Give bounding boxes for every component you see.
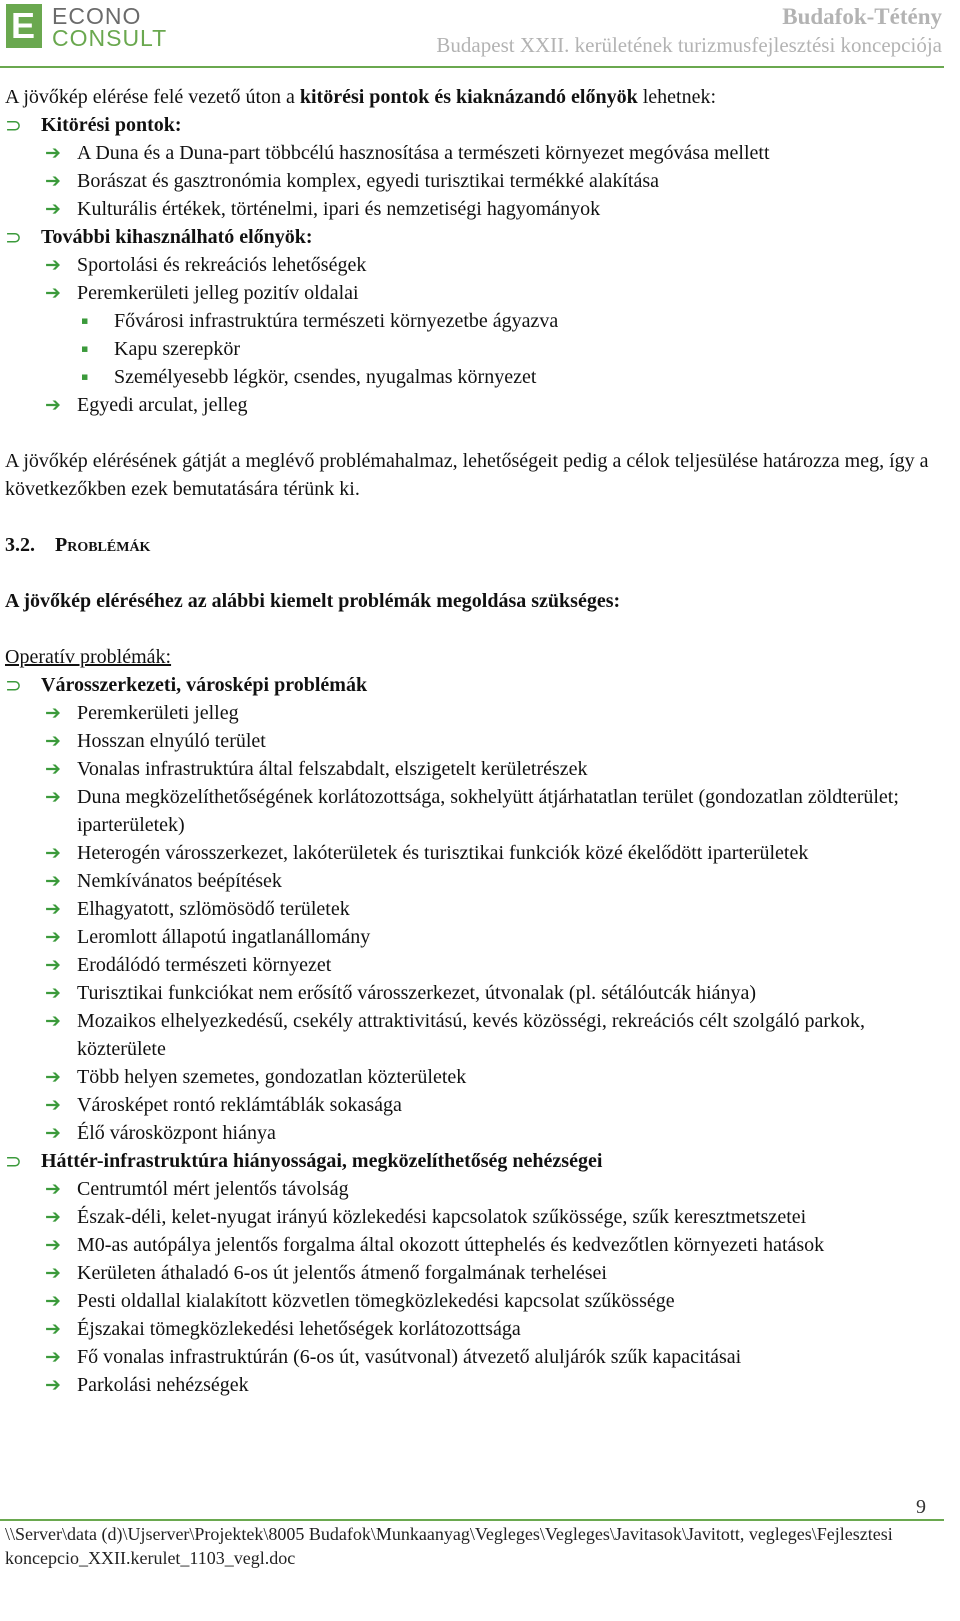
lead-sentence [5, 587, 940, 615]
arrow-right-icon: ➔ [45, 842, 61, 864]
list-item [5, 1315, 940, 1343]
arrow-right-icon: ➔ [45, 898, 61, 920]
list-item-text: Kerületen áthaladó 6-os út jelentős átmenő forgalmának terhelései [77, 1262, 607, 1284]
square-bullet-icon: ▪ [81, 314, 89, 327]
list-item [5, 1343, 940, 1371]
square-bullet-icon: ▪ [81, 370, 89, 383]
arrow-right-icon: ➔ [45, 954, 61, 976]
arrow-right-icon: ➔ [45, 1346, 61, 1368]
arrow-right-icon: ➔ [45, 1094, 61, 1116]
section-title: Problémák [55, 534, 151, 556]
list-heading [5, 111, 940, 139]
list-heading [5, 223, 940, 251]
arrow-right-icon: ➔ [45, 758, 61, 780]
square-bullet-icon: ▪ [81, 342, 89, 355]
list-item [5, 279, 940, 307]
operative-label-text: Operatív problémák: [5, 646, 172, 668]
curved-arrow-icon: ⊃ [5, 1149, 22, 1173]
list-item [5, 867, 940, 895]
list-item-text: Mozaikos elhelyezkedésű, csekély attraktivitású, kevés közösségi, rekreációs célt szolgáló parkok, közterülete [77, 1010, 866, 1060]
arrow-right-icon: ➔ [45, 1234, 61, 1256]
arrow-right-icon: ➔ [45, 982, 61, 1004]
section-heading [5, 531, 940, 559]
arrow-right-icon: ➔ [45, 786, 61, 808]
list-item [5, 1119, 940, 1147]
intro-text: A jövőkép elérése felé vezető úton a [5, 86, 300, 108]
page-number: 9 [916, 1496, 926, 1518]
list-item-text: Erodálódó természeti környezet [77, 954, 332, 976]
sub-list-item-text: Személyesebb légkör, csendes, nyugalmas környezet [114, 366, 537, 388]
list-item-text: Heterogén városszerkezet, lakóterületek és turisztikai funkciók közé ékelődött iparterületek [77, 842, 809, 864]
arrow-right-icon: ➔ [45, 1262, 61, 1284]
arrow-right-icon: ➔ [45, 1206, 61, 1228]
list-item [5, 1007, 940, 1063]
arrow-right-icon: ➔ [45, 1010, 61, 1032]
list-item [5, 391, 940, 419]
list-item-text: Élő városközpont hiánya [77, 1122, 276, 1144]
list-item-text: M0-as autópálya jelentős forgalma által okozott úttерhelés és kedvezőtlen környezeti hatások [77, 1234, 825, 1256]
arrow-right-icon: ➔ [45, 1374, 61, 1396]
arrow-right-icon: ➔ [45, 730, 61, 752]
list-item-text: Éjszakai tömegközlekedési lehetőségek korlátozottsága [77, 1318, 521, 1340]
list-item [5, 783, 940, 839]
list-item-text: Centrumtól mért jelentős távolság [77, 1178, 349, 1200]
list-item-text: Elhagyatott, szlömösödő területek [77, 898, 350, 920]
arrow-right-icon: ➔ [45, 702, 61, 724]
list-item [5, 755, 940, 783]
operative-label [5, 643, 940, 671]
section-number: 3.2. [5, 534, 35, 556]
intro-text-end: lehetnek: [637, 86, 717, 108]
curved-arrow-icon: ⊃ [5, 113, 22, 137]
list-item [5, 839, 940, 867]
list-item-text: Sportolási és rekreációs lehetőségek [77, 254, 367, 276]
curved-arrow-icon: ⊃ [5, 673, 22, 697]
footer-file-path: \\Server\data (d)\Ujserver\Projektek\8005 Budafok\Munkaanyag\Vegleges\Vegleges\Javitasok\Javitott, vegleges\Fejlesztesi koncepcio_XXII.kerulet_1103_vegl.doc [5, 1524, 893, 1568]
arrow-right-icon: ➔ [45, 1066, 61, 1088]
page-header [0, 0, 960, 70]
curved-arrow-icon: ⊃ [5, 225, 22, 249]
list-item [5, 251, 940, 279]
arrow-right-icon: ➔ [45, 1122, 61, 1144]
header-divider [0, 66, 944, 68]
list-item-text: Leromlott állapotú ingatlanállomány [77, 926, 371, 948]
arrow-right-icon: ➔ [45, 1178, 61, 1200]
list-item [5, 1231, 940, 1259]
list-item-text: Kulturális értékek, történelmi, ipari és nemzetiségi hagyományok [77, 198, 601, 220]
list-item [5, 979, 940, 1007]
list-item [5, 195, 940, 223]
list-item [5, 1203, 940, 1231]
list-item [5, 1175, 940, 1203]
infra-heading: Háttér-infrastruktúra hiányosságai, megközelíthetőség nehézségei [41, 1150, 603, 1172]
footer-divider [0, 1519, 944, 1521]
list-item-text: Turisztikai funkciókat nem erősítő városszerkezet, útvonalak (pl. sétálóutcák hiánya) [77, 982, 757, 1004]
list-item-text: Hosszan elnyúló terület [77, 730, 266, 752]
arrow-right-icon: ➔ [45, 254, 61, 276]
sub-list-item [5, 307, 940, 335]
list-item-text: A Duna és a Duna-part többcélú hasznosítása a természeti környezet megóvása mellett [77, 142, 770, 164]
list-item [5, 1063, 940, 1091]
arrow-right-icon: ➔ [45, 170, 61, 192]
arrow-right-icon: ➔ [45, 870, 61, 892]
logo-text-top: ECONO [52, 3, 142, 29]
list-item-text: Egyedi arculat, jelleg [77, 394, 248, 416]
list-item [5, 139, 940, 167]
intro-paragraph [5, 83, 940, 111]
list-item-text: Több helyen szemetes, gondozatlan közterületek [77, 1066, 467, 1088]
sub-list-item-text: Kapu szerepkör [114, 338, 241, 360]
list-heading [5, 671, 940, 699]
body-paragraph: A jövőkép elérésének gátját a meglévő problémahalmaz, lehetőségeit pedig a célok teljesülése határozza meg, így a következőkben ezek bemutatására térünk ki. [5, 450, 929, 500]
advantages-heading: További kihasználható előnyök: [41, 226, 313, 248]
list-item [5, 727, 940, 755]
list-heading [5, 1147, 940, 1175]
list-item-text: Parkolási nehézségek [77, 1374, 249, 1396]
urban-heading: Városszerkezeti, városképi problémák [41, 674, 368, 696]
logo-mark: E [6, 4, 42, 48]
sub-list-item [5, 363, 940, 391]
list-item-text: Nemkívánatos beépítések [77, 870, 282, 892]
list-item-text: Peremkerületi jelleg [77, 702, 239, 724]
list-item [5, 923, 940, 951]
sub-list-item [5, 335, 940, 363]
list-item-text: Észak-déli, kelet-nyugat irányú közlekedési kapcsolatok szűkössége, szűk keresztmetszetei [77, 1206, 807, 1228]
list-item-text: Pesti oldallal kialakított közvetlen tömegközlekedési kapcsolat szűkössége [77, 1290, 675, 1312]
list-item [5, 951, 940, 979]
arrow-right-icon: ➔ [45, 198, 61, 220]
sub-list-item-text: Fővárosi infrastruktúra természeti környezetbe ágyazva [114, 310, 559, 332]
arrow-right-icon: ➔ [45, 394, 61, 416]
logo-text-bottom: CONSULT [52, 25, 168, 51]
lead-text: A jövőkép eléréséhez az alábbi kiemelt problémák megoldása szükséges: [5, 590, 621, 612]
list-item-text: Vonalas infrastruktúra által felszabdalt, elszigetelt kerületrészek [77, 758, 588, 780]
list-item-text: Fő vonalas infrastruktúrán (6-os út, vasútvonal) átvezető aluljárók szűk kapacitásai [77, 1346, 742, 1368]
list-item [5, 699, 940, 727]
list-item-text: Városképet rontó reklámtáblák sokasága [77, 1094, 402, 1116]
header-title: Budafok-Tétény [782, 4, 942, 29]
list-item-text: Borászat és gasztronómia komplex, egyedi turisztikai termékké alakítása [77, 170, 660, 192]
list-item [5, 1259, 940, 1287]
header-subtitle: Budapest XXII. kerületének turizmusfejlesztési koncepciója [436, 33, 942, 57]
econoconsult-logo [6, 4, 186, 50]
breakthrough-heading: Kitörési pontok: [41, 114, 182, 136]
arrow-right-icon: ➔ [45, 926, 61, 948]
intro-bold: kitörési pontok és kiaknázandó előnyök [299, 86, 638, 108]
list-item-text: Duna megközelíthetőségének korlátozottsága, sokhelyütt átjárhatatlan terület (gondozatlan zöldterület; iparterületek) [77, 786, 899, 836]
arrow-right-icon: ➔ [45, 1290, 61, 1312]
list-item-text: Peremkerületi jelleg pozitív oldalai [77, 282, 359, 304]
document-body [5, 83, 940, 1399]
list-item [5, 1091, 940, 1119]
list-item [5, 1371, 940, 1399]
list-item [5, 167, 940, 195]
arrow-right-icon: ➔ [45, 282, 61, 304]
arrow-right-icon: ➔ [45, 1318, 61, 1340]
list-item [5, 1287, 940, 1315]
list-item [5, 895, 940, 923]
arrow-right-icon: ➔ [45, 142, 61, 164]
